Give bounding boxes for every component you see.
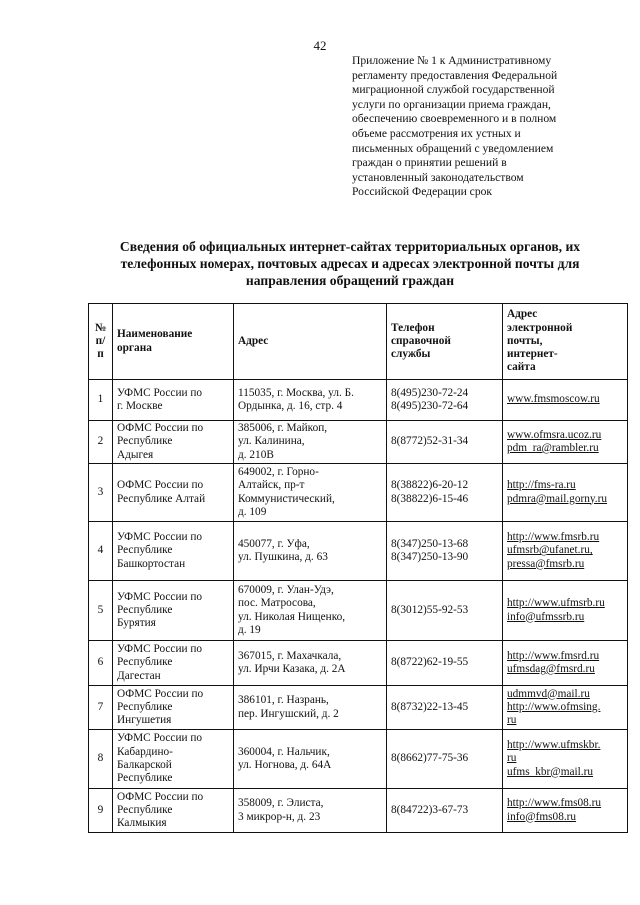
web-email-line[interactable]: http://www.ufmskbr. [507, 739, 601, 752]
web-email-cell [503, 464, 628, 522]
appendix-line: граждан о принятии решений в [352, 156, 507, 170]
web-email-line[interactable]: ru [507, 752, 517, 765]
organ-name-line: Адыгея [117, 448, 154, 461]
address-line: ул. Пушкина, д. 63 [238, 551, 328, 563]
header-text: службы [391, 348, 431, 361]
organ-name-line: ОФМС России по [117, 422, 204, 435]
address-line: д. 210В [238, 448, 274, 461]
appendix-line: объеме рассмотрения их устных и [352, 126, 521, 140]
organ-name-line: Балкарской [117, 759, 172, 771]
address-line: 670009, г. Улан-Удэ, [238, 583, 334, 596]
web-email-line[interactable]: ufmsdag@fmsrd.ru [507, 663, 595, 675]
address-cell [234, 730, 387, 789]
phone-cell [387, 686, 503, 730]
web-email-cell [503, 641, 628, 686]
row-number-text: 4 [97, 544, 104, 557]
organ-name-line: Республике [117, 772, 173, 785]
organ-name-line: ОФМС России по [117, 687, 204, 700]
web-email-line[interactable]: www.ofmsra.ucoz.ru [507, 428, 602, 441]
web-email-line[interactable]: http://www.fms08.ru [507, 797, 602, 810]
organ-name-cell [113, 686, 234, 730]
organ-name-line: Башкортостан [117, 557, 186, 570]
web-email-line[interactable]: info@fms08.ru [507, 810, 577, 823]
header-text: Адрес [238, 334, 269, 347]
address-cell [234, 581, 387, 641]
row-number [89, 380, 113, 421]
appendix-line: Российской Федерации срок [352, 185, 493, 199]
web-email-line[interactable]: ru [507, 714, 517, 727]
row-number [89, 789, 113, 833]
organ-name-line: Республике [117, 803, 173, 816]
organ-name-cell [113, 789, 234, 833]
address-cell [234, 686, 387, 730]
table-row [89, 464, 628, 522]
table-header-row [89, 304, 628, 380]
phone-cell [387, 421, 503, 464]
header-number [89, 304, 113, 380]
web-email-line[interactable]: pressa@fmsrb.ru [507, 557, 585, 570]
address-cell [234, 522, 387, 581]
row-number [89, 581, 113, 641]
address-cell [234, 641, 387, 686]
organ-name-line: УФМС России по [117, 643, 203, 656]
organ-name-line: ОФМС России по [117, 790, 204, 803]
web-email-cell [503, 686, 628, 730]
address-line: пер. Ингушский, д. 2 [238, 707, 339, 720]
phone-cell [387, 581, 503, 641]
web-email-cell [503, 730, 628, 789]
table-row [89, 641, 628, 686]
appendix-line: миграционной службой государственной [352, 83, 555, 97]
organ-name-cell [113, 522, 234, 581]
web-email-cell [503, 421, 628, 464]
organ-name-cell [113, 641, 234, 686]
address-cell [234, 464, 387, 522]
table-row [89, 380, 628, 421]
web-email-line[interactable]: udmmvd@mail.ru [507, 687, 590, 700]
web-email-line[interactable]: ufms_kbr@mail.ru [507, 765, 594, 778]
territorial-bodies-table [88, 303, 628, 833]
address-line: 385006, г. Майкоп, [238, 422, 328, 435]
address-line: д. 19 [238, 623, 261, 636]
phone-line: 8(347)250-13-90 [391, 551, 469, 563]
header-email-site [503, 304, 628, 380]
header-text: интернет- [507, 348, 558, 361]
header-text: Телефон [391, 321, 435, 334]
web-email-cell [503, 380, 628, 421]
phone-cell [387, 380, 503, 421]
web-email-line[interactable]: http://www.fmsrd.ru [507, 649, 600, 662]
header-text: справочной [391, 334, 451, 347]
row-number-text: 3 [97, 485, 104, 498]
address-line: Коммунистический, [238, 492, 335, 505]
address-line: 367015, г. Махачкала, [238, 649, 342, 662]
table-row [89, 421, 628, 464]
address-line: Ордынка, д. 16, стр. 4 [238, 400, 343, 412]
organ-name-line: Бурятия [117, 617, 156, 630]
header-text: № [94, 321, 107, 334]
table-row [89, 789, 628, 833]
header-text: Наименование [117, 328, 193, 341]
web-email-cell [503, 581, 628, 641]
row-number [89, 730, 113, 789]
organ-name-cell [113, 581, 234, 641]
appendix-line: письменных обращений с уведомлением [352, 141, 554, 155]
header-text: п/ [95, 334, 106, 347]
title-line: Сведения об официальных интернет-сайтах территориальных органов, их [119, 239, 581, 254]
web-email-line[interactable]: http://fms-ra.ru [507, 479, 576, 492]
table-row [89, 522, 628, 581]
header-text: органа [117, 341, 152, 354]
organ-name-line: г. Москве [117, 400, 163, 412]
phone-cell [387, 789, 503, 833]
header-address [234, 304, 387, 380]
organ-name-cell [113, 421, 234, 464]
row-number-text: 6 [97, 656, 104, 669]
header-text: Адрес [507, 308, 538, 321]
web-email-line[interactable]: http://www.ofmsing. [507, 700, 601, 713]
organ-name-cell [113, 380, 234, 421]
row-number [89, 421, 113, 464]
address-line: 358009, г. Элиста, [238, 797, 324, 810]
row-number-text: 7 [97, 700, 104, 713]
phone-line: 8(38822)6-15-46 [391, 492, 469, 505]
phone-line: 8(495)230-72-24 [391, 386, 469, 399]
organ-name-line: Ингушетия [117, 714, 172, 727]
phone-line: 8(84722)3-67-73 [391, 803, 469, 816]
appendix-note [352, 54, 622, 200]
title-line: направления обращений граждан [245, 273, 455, 288]
appendix-line: услуги по организации приема граждан, [352, 97, 551, 111]
phone-line: 8(8732)22-13-45 [391, 700, 469, 713]
row-number-text: 1 [97, 393, 104, 406]
appendix-line: обеспечению своевременного и в полном [352, 112, 557, 126]
table-body [89, 380, 628, 833]
address-line: 649002, г. Горно- [238, 465, 319, 478]
header-organ-name [113, 304, 234, 380]
row-number [89, 522, 113, 581]
address-line: 360004, г. Нальчик, [238, 745, 330, 758]
organ-name-line: Республике [117, 435, 173, 448]
row-number-text: 8 [97, 752, 104, 765]
phone-line: 8(347)250-13-68 [391, 537, 469, 550]
phone-line: 8(8662)77-75-36 [391, 752, 469, 765]
phone-line: 8(8722)62-19-55 [391, 656, 469, 669]
address-cell [234, 789, 387, 833]
web-email-line[interactable]: http://www.ufmsrb.ru [507, 597, 605, 610]
web-email-cell [503, 789, 628, 833]
organ-name-line: УФМС России по [117, 386, 203, 399]
web-email-line[interactable]: pdm_ra@rambler.ru [507, 442, 599, 454]
phone-line: 8(3012)55-92-53 [391, 603, 469, 616]
header-text: сайта [507, 361, 536, 374]
header-phone [387, 304, 503, 380]
phone-cell [387, 730, 503, 789]
address-line: ул. Калинина, [238, 435, 305, 448]
address-line: ул. Николая Нищенко, [238, 610, 346, 623]
address-line: пос. Матросова, [238, 597, 316, 610]
appendix-line: Приложение № 1 к Административному [352, 54, 552, 67]
web-email-line[interactable]: ufmsrb@ufanet.ru, [507, 544, 593, 557]
web-email-line[interactable]: http://www.fmsrb.ru [507, 531, 600, 544]
organ-name-line: Республике Алтай [117, 492, 206, 505]
address-line: ул. Ирчи Казака, д. 2А [238, 663, 346, 675]
web-email-line[interactable]: info@ufmssrb.ru [507, 610, 585, 623]
organ-name-line: ОФМС России по [117, 479, 204, 492]
address-line: ул. Ногнова, д. 64А [238, 759, 332, 771]
phone-cell [387, 464, 503, 522]
appendix-line: установленный законодательством [352, 170, 524, 184]
organ-name-line: УФМС России по [117, 590, 203, 603]
organ-name-cell [113, 464, 234, 522]
row-number-text: 5 [97, 603, 104, 616]
phone-cell [387, 641, 503, 686]
table-row [89, 730, 628, 789]
phone-line: 8(495)230-72-64 [391, 400, 469, 412]
organ-name-line: Республике [117, 700, 173, 713]
document-title [60, 238, 640, 289]
row-number-text: 2 [97, 435, 104, 448]
organ-name-line: УФМС России по [117, 531, 203, 544]
web-email-cell [503, 522, 628, 581]
address-line: 450077, г. Уфа, [238, 537, 310, 550]
web-email-line[interactable]: pdmra@mail.gorny.ru [507, 492, 608, 505]
address-line: д. 109 [238, 505, 267, 518]
organ-name-line: Республике [117, 656, 173, 669]
organ-name-line: УФМС России по [117, 732, 203, 745]
address-line: 386101, г. Назрань, [238, 694, 329, 707]
header-text: электронной [507, 321, 573, 334]
address-line: 115035, г. Москва, ул. Б. [238, 386, 354, 399]
header-text: п [97, 348, 104, 361]
row-number [89, 464, 113, 522]
header-text: почты, [507, 334, 543, 347]
address-cell [234, 380, 387, 421]
address-line: 3 микрор-н, д. 23 [238, 810, 321, 823]
address-line: Алтайск, пр-т [238, 479, 305, 492]
organ-name-line: Калмыкия [117, 817, 167, 830]
address-cell [234, 421, 387, 464]
phone-line: 8(38822)6-20-12 [391, 479, 469, 492]
web-email-line[interactable]: www.fmsmoscow.ru [507, 393, 600, 406]
row-number-text: 9 [97, 803, 104, 816]
organ-name-line: Республике [117, 544, 173, 557]
phone-cell [387, 522, 503, 581]
appendix-line: регламенту предоставления Федеральной [352, 68, 558, 82]
row-number [89, 641, 113, 686]
organ-name-line: Дагестан [117, 669, 161, 682]
table-row [89, 581, 628, 641]
table-row [89, 686, 628, 730]
phone-line: 8(8772)52-31-34 [391, 435, 469, 448]
page-number: 42 [313, 38, 327, 53]
title-line: телефонных номерах, почтовых адресах и адресах электронной почты для [120, 256, 580, 271]
row-number [89, 686, 113, 730]
organ-name-line: Республике [117, 603, 173, 616]
organ-name-line: Кабардино- [117, 745, 173, 758]
organ-name-cell [113, 730, 234, 789]
